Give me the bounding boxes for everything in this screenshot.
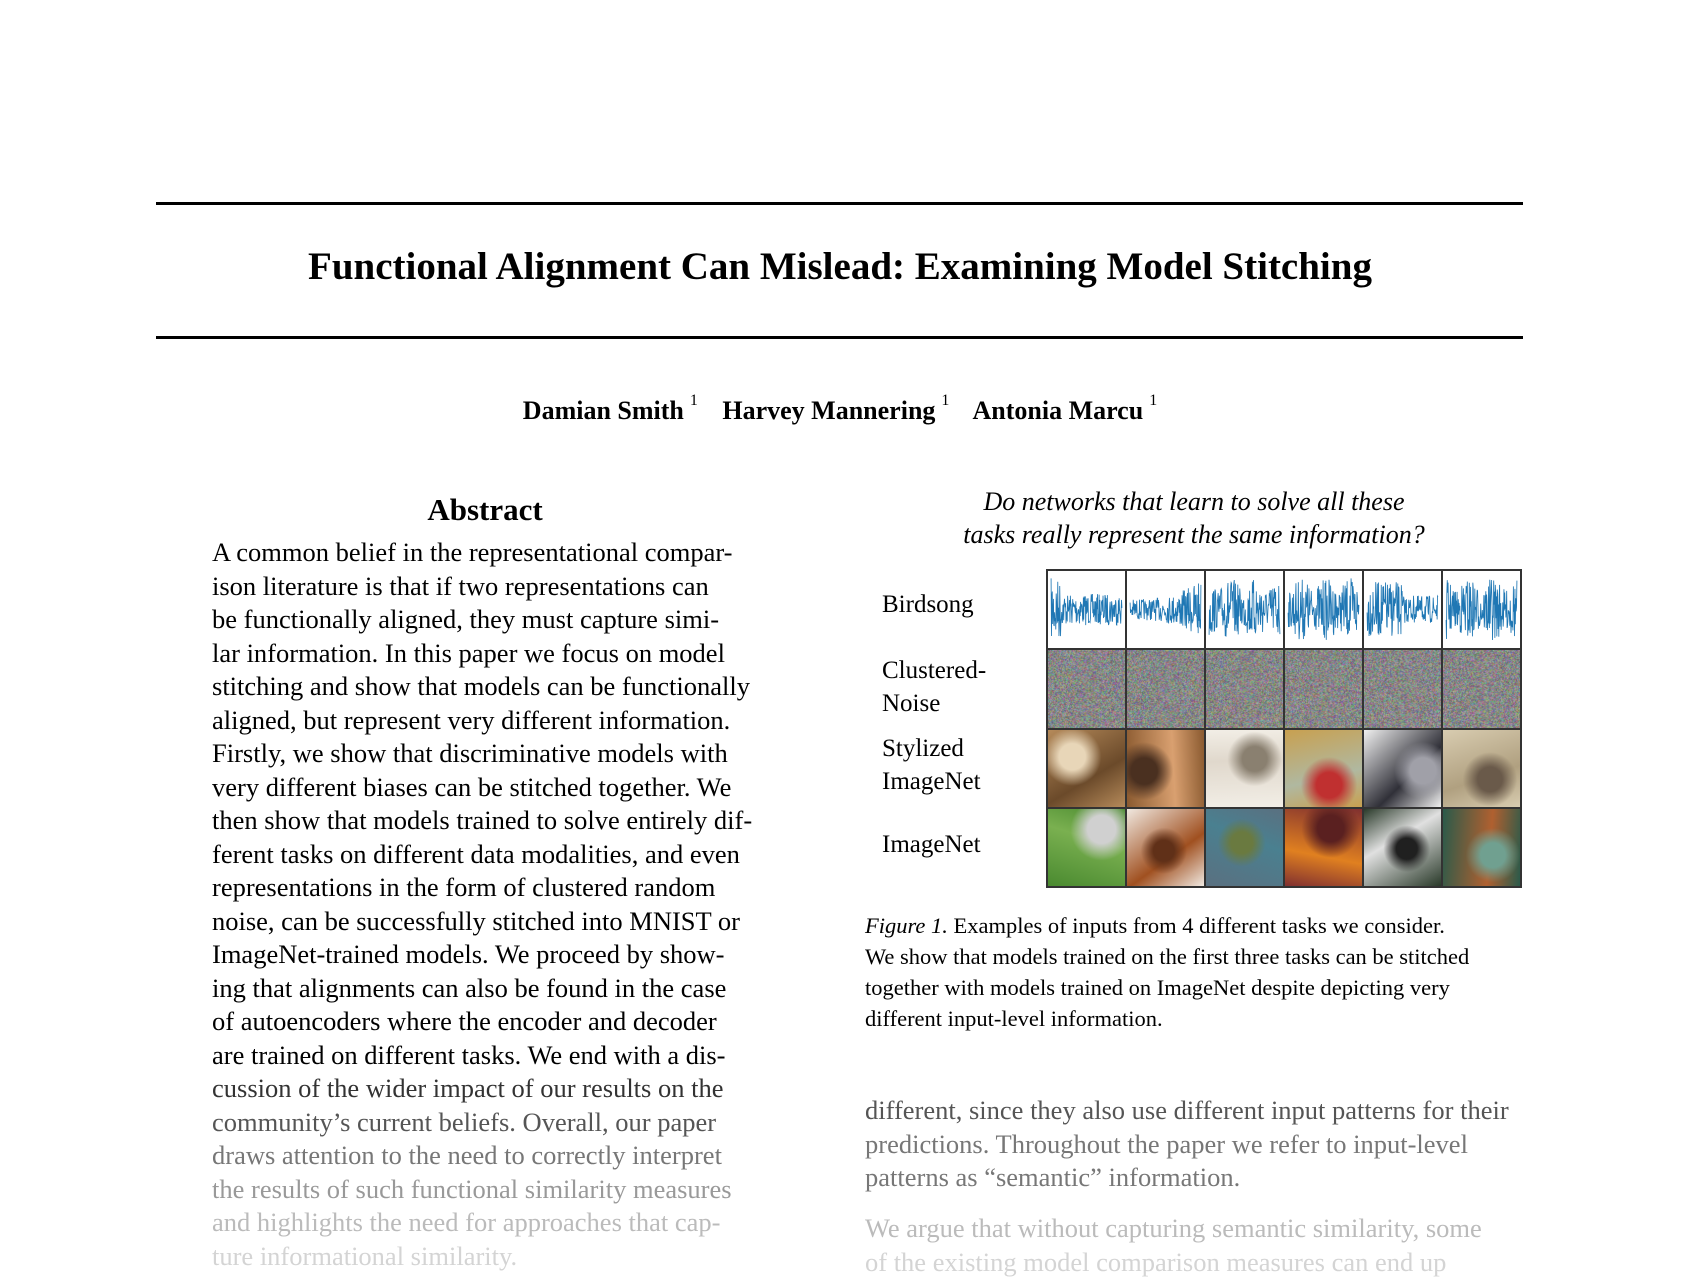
text-line: are trained on different tasks. We end with a dis-: [212, 1039, 762, 1073]
stylized-imagenet-image-4: [1284, 729, 1363, 808]
figure-question: [865, 485, 1523, 551]
affiliation-mark: 1: [1149, 392, 1157, 409]
question-line: Do networks that learn to solve all these: [865, 485, 1523, 518]
imagenet-image-5: [1363, 808, 1442, 887]
label-line: Birdsong: [882, 588, 974, 621]
imagenet-image-4: [1284, 808, 1363, 887]
text-line: different, since they also use different input patterns for their: [865, 1094, 1525, 1128]
text-line: patterns as “semantic” information.: [865, 1161, 1525, 1195]
caption-text: Examples of inputs from 4 different tasks we consider.: [948, 913, 1445, 938]
text-line: ture informational similarity.: [212, 1240, 762, 1274]
text-line: ImageNet-trained models. We proceed by show-: [212, 938, 762, 972]
text-line: the results of such functional similarity measures: [212, 1173, 762, 1207]
caption-line: We show that models trained on the first three tasks can be stitched: [865, 941, 1535, 972]
affiliation-mark: 1: [941, 392, 949, 409]
waveform: [1364, 571, 1441, 648]
birdsong-example-2: [1126, 570, 1205, 649]
label-line: ImageNet: [882, 828, 981, 861]
noise-image: [1048, 650, 1125, 727]
noise-image: [1206, 650, 1283, 727]
row-label-stylized-imagenet: [882, 732, 981, 798]
waveform: [1443, 571, 1520, 648]
text-line: of autoencoders where the encoder and decoder: [212, 1005, 762, 1039]
birdsong-example-6: [1442, 570, 1521, 649]
stylized-imagenet-image-6: [1442, 729, 1521, 808]
question-line: tasks really represent the same information?: [865, 518, 1523, 551]
caption-line: [865, 910, 1535, 941]
imagenet-image-6: [1442, 808, 1521, 887]
label-line: Noise: [882, 687, 986, 720]
birdsong-example-3: [1205, 570, 1284, 649]
caption-line: together with models trained on ImageNet despite depicting very: [865, 972, 1535, 1003]
birdsong-example-1: [1047, 570, 1126, 649]
noise-image: [1443, 650, 1520, 727]
text-line: Firstly, we show that discriminative models with: [212, 737, 762, 771]
waveform: [1127, 571, 1204, 648]
text-line: stitching and show that models can be functionally: [212, 670, 762, 704]
text-line: A common belief in the representational compar-: [212, 536, 762, 570]
noise-image: [1364, 650, 1441, 727]
text-line: community’s current beliefs. Overall, our paper: [212, 1106, 762, 1140]
top-rule: [156, 202, 1523, 205]
birdsong-example-4: [1284, 570, 1363, 649]
row-label-birdsong: [882, 588, 974, 621]
text-line: cussion of the wider impact of our results on the: [212, 1072, 762, 1106]
waveform: [1048, 571, 1125, 648]
label-line: ImageNet: [882, 765, 981, 798]
clustered-noise-example-6: [1442, 649, 1521, 728]
body-paragraph-1: [865, 1094, 1525, 1195]
text-line: noise, can be successfully stitched into MNIST or: [212, 905, 762, 939]
text-line: We argue that without capturing semantic similarity, some: [865, 1212, 1525, 1246]
text-line: aligned, but represent very different information.: [212, 704, 762, 738]
label-line: Stylized: [882, 732, 981, 765]
text-line: then show that models trained to solve entirely dif-: [212, 804, 762, 838]
clustered-noise-example-2: [1126, 649, 1205, 728]
affiliation-mark: 1: [690, 392, 698, 409]
text-line: representations in the form of clustered random: [212, 871, 762, 905]
birdsong-example-5: [1363, 570, 1442, 649]
noise-image: [1127, 650, 1204, 727]
row-label-clustered-noise: [882, 654, 986, 720]
text-line: be functionally aligned, they must capture simi-: [212, 603, 762, 637]
paper-title: Functional Alignment Can Mislead: Examining Model Stitching: [0, 244, 1680, 289]
caption-line: different input-level information.: [865, 1003, 1535, 1034]
body-paragraph-2: [865, 1212, 1525, 1279]
imagenet-image-2: [1126, 808, 1205, 887]
waveform: [1285, 571, 1362, 648]
text-line: ison literature is that if two representations can: [212, 570, 762, 604]
clustered-noise-example-1: [1047, 649, 1126, 728]
author-list: [0, 396, 1680, 426]
abstract-body: [212, 536, 762, 1273]
author-name: Antonia Marcu: [972, 396, 1143, 425]
caption-label: Figure 1.: [865, 913, 948, 938]
clustered-noise-example-5: [1363, 649, 1442, 728]
author-name: Damian Smith: [523, 396, 684, 425]
stylized-imagenet-image-5: [1363, 729, 1442, 808]
row-label-imagenet: [882, 828, 981, 861]
text-line: predictions. Throughout the paper we refer to input-level: [865, 1128, 1525, 1162]
imagenet-image-1: [1047, 808, 1126, 887]
text-line: very different biases can be stitched together. We: [212, 771, 762, 805]
stylized-imagenet-image-2: [1126, 729, 1205, 808]
author-name: Harvey Mannering: [722, 396, 935, 425]
imagenet-image-3: [1205, 808, 1284, 887]
text-line: of the existing model comparison measures can end up: [865, 1246, 1525, 1279]
bottom-rule: [156, 336, 1523, 339]
stylized-imagenet-image-1: [1047, 729, 1126, 808]
text-line: ing that alignments can also be found in the case: [212, 972, 762, 1006]
noise-image: [1285, 650, 1362, 727]
abstract-heading: Abstract: [212, 492, 758, 528]
text-line: ferent tasks on different data modalities, and even: [212, 838, 762, 872]
text-line: and highlights the need for approaches that cap-: [212, 1206, 762, 1240]
text-line: draws attention to the need to correctly interpret: [212, 1139, 762, 1173]
figure-caption: [865, 910, 1535, 1034]
clustered-noise-example-3: [1205, 649, 1284, 728]
label-line: Clustered-: [882, 654, 986, 687]
text-line: lar information. In this paper we focus on model: [212, 637, 762, 671]
stylized-imagenet-image-3: [1205, 729, 1284, 808]
clustered-noise-example-4: [1284, 649, 1363, 728]
example-image-grid: [1046, 569, 1522, 888]
waveform: [1206, 571, 1283, 648]
